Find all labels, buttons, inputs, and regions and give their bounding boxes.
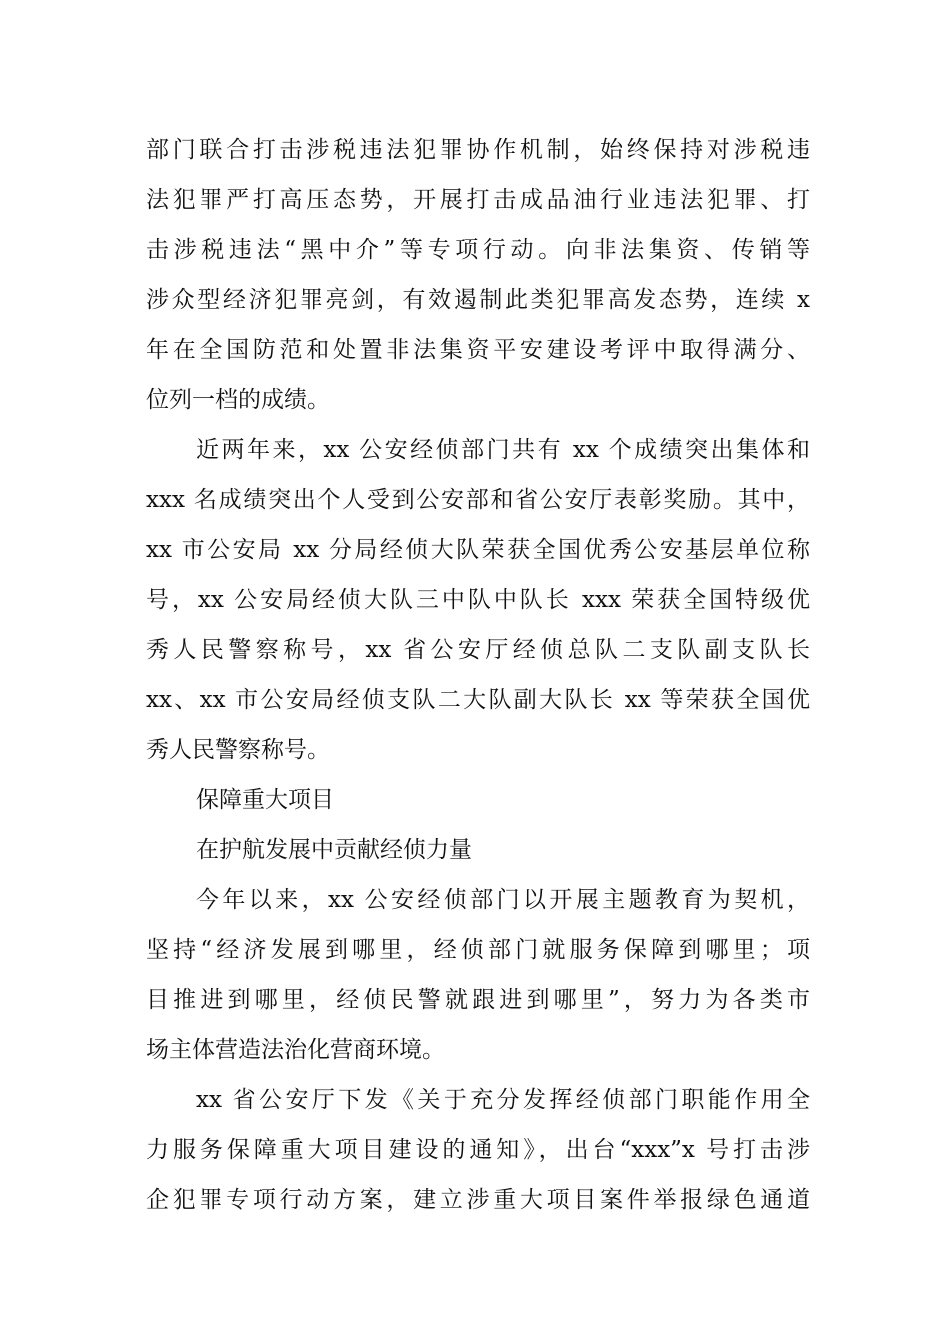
paragraph-first-line: 近两年来，xx 公安经侦部门共有 xx 个成绩突出集体和 <box>196 437 810 463</box>
body-text-line: 目推进到哪里，经侦民警就跟进到哪里”，努力为各类市 <box>146 987 810 1013</box>
body-text-line: xx、xx 市公安局经侦支队二大队副大队长 xx 等荣获全国优 <box>146 687 810 713</box>
body-text-line: 场主体营造法治化营商环境。 <box>146 1037 445 1063</box>
body-text-line: 年在全国防范和处置非法集资平安建设考评中取得满分、 <box>146 337 810 363</box>
section-heading: 保障重大项目 <box>196 787 334 813</box>
body-text-line: 击涉税违法“黑中介”等专项行动。向非法集资、传销等 <box>146 237 810 263</box>
body-text-line: xx 市公安局 xx 分局经侦大队荣获全国优秀公安基层单位称 <box>146 537 810 563</box>
body-text-line: 号，xx 公安局经侦大队三中队中队长 xxx 荣获全国特级优 <box>146 587 810 613</box>
body-text-line: 企犯罪专项行动方案，建立涉重大项目案件举报绿色通道 <box>146 1187 810 1213</box>
body-text-line: 位列一档的成绩。 <box>146 387 330 413</box>
body-text-line: 涉众型经济犯罪亮剑，有效遏制此类犯罪高发态势，连续 x <box>146 287 810 313</box>
body-text-line: 坚持“经济发展到哪里，经侦部门就服务保障到哪里；项 <box>146 937 810 963</box>
body-text-line: xxx 名成绩突出个人受到公安部和省公安厅表彰奖励。其中， <box>146 487 810 513</box>
body-text-line: 秀人民警察称号，xx 省公安厅经侦总队二支队副支队长 <box>146 637 810 663</box>
body-text-line: 秀人民警察称号。 <box>146 737 330 763</box>
body-text-line: 法犯罪严打高压态势，开展打击成品油行业违法犯罪、打 <box>146 187 810 213</box>
paragraph-first-line: 今年以来，xx 公安经侦部门以开展主题教育为契机， <box>196 887 810 913</box>
body-text-line: 部门联合打击涉税违法犯罪协作机制，始终保持对涉税违 <box>146 137 810 163</box>
body-text-line: 力服务保障重大项目建设的通知》，出台“xxx”x 号打击涉 <box>146 1137 810 1163</box>
paragraph-first-line: xx 省公安厅下发《关于充分发挥经侦部门职能作用全 <box>196 1087 810 1113</box>
section-subheading: 在护航发展中贡献经侦力量 <box>196 837 472 863</box>
